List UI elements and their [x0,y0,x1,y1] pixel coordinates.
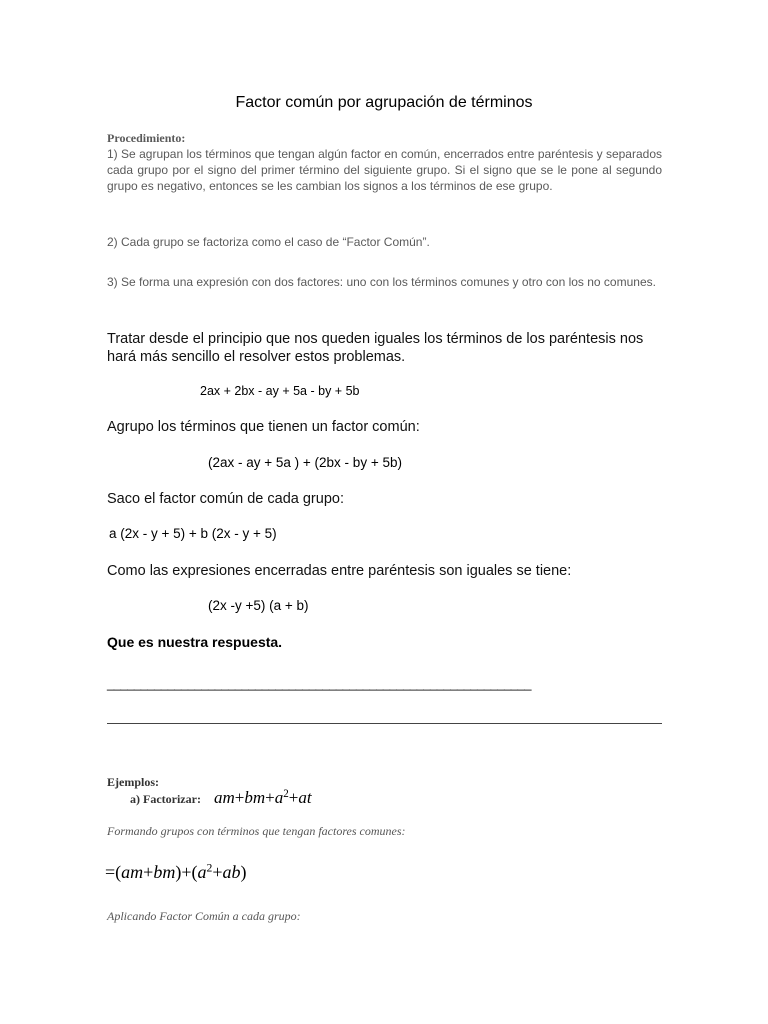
group-instruction: Agrupo los términos que tienen un factor común: [107,419,420,435]
grouping-instruction: Formando grupos con términos que tengan factores comunes: [107,824,406,838]
page-title: Factor común por agrupación de términos [235,94,533,111]
example-a-label: a) Factorizar: [130,792,201,806]
grouped-expression: (2ax - ay + 5a ) + (2bx - by + 5b) [208,455,402,470]
grouped-math-expression: $=(am+bm)+(a^2+ab)$ [105,861,247,882]
original-expression: 2ax + 2bx - ay + 5a - by + 5b [200,384,360,398]
applying-instruction: Aplicando Factor Común a cada grupo: [107,909,301,923]
equal-instruction: Como las expresiones encerradas entre paréntesis son iguales se tiene: [107,563,572,579]
intro-paragraph: Tratar desde el principio que nos queden iguales los términos de los paréntesis nos hará más sencillo el resolver estos problemas. [107,331,644,365]
underscore-rule: _______________________________________________________________ [107,676,531,691]
factor-instruction: Saco el factor común de cada grupo: [107,491,344,507]
answer-statement: Que es nuestra respuesta. [107,634,283,650]
procedure-step-2: 2) Cada grupo se factoriza como el caso de “Factor Común”. [107,235,430,249]
procedure-step-1: 1) Se agrupan los términos que tengan algún factor en común, encerrados entre paréntesis y separados cada grupo por el signo del primer término del siguiente grupo. Si el signo que se le pone al segundo grupo es negativo, entonces se les cambian los signos a los términos de ese grupo. [107,147,662,193]
examples-label: Ejemplos: [107,775,159,789]
example-a-math: $am+bm+a^2+at$ [213,787,312,807]
procedure-step-3: 3) Se forma una expresión con dos factores: uno con los términos comunes y otro con los no comunes. [107,275,656,289]
result-expression: (2x -y +5) (a + b) [208,598,309,613]
horizontal-divider [107,723,662,724]
factored-expression: a (2x - y + 5) + b (2x - y + 5) [109,526,277,541]
example-a [130,788,312,808]
procedure-label: Procedimiento: [107,131,186,145]
